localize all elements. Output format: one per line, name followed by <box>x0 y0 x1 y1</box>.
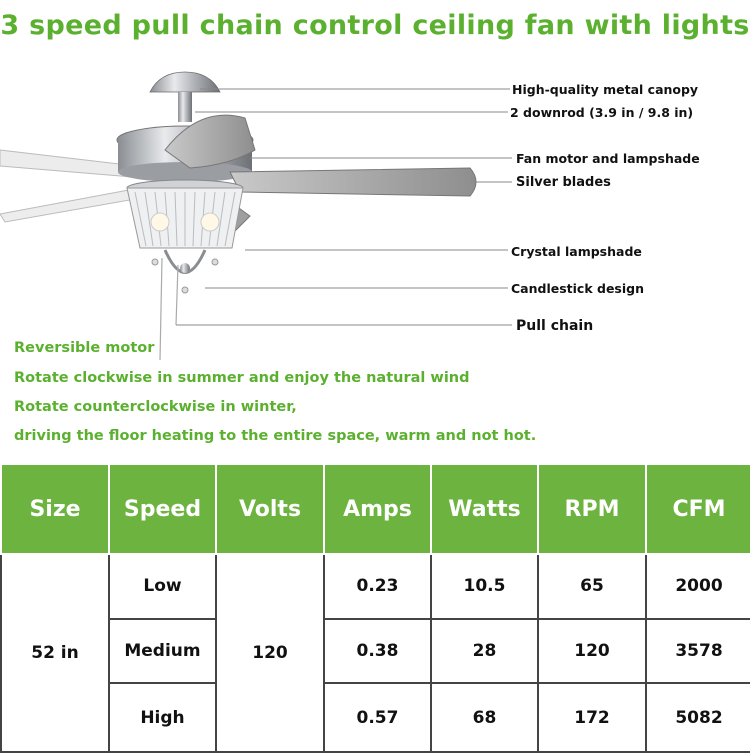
spec-table-header-row <box>1 464 750 554</box>
cfm-cell: 2000 <box>646 554 750 619</box>
callout-lampshade: Crystal lampshade <box>511 244 642 259</box>
spec-table <box>0 463 750 753</box>
callout-blades: Silver blades <box>516 175 611 190</box>
speed-cell: High <box>109 683 216 752</box>
header-amps: Amps <box>324 464 431 554</box>
rpm-cell: 65 <box>538 554 646 619</box>
size-cell: 52 in <box>1 554 109 752</box>
speed-cell: Medium <box>109 619 216 684</box>
table-row <box>1 683 750 752</box>
table-row <box>1 554 750 619</box>
callout-canopy: High-quality metal canopy <box>512 82 699 97</box>
callout-downrod: 2 downrod (3.9 in / 9.8 in) <box>510 105 694 120</box>
speed-cell: Low <box>109 554 216 619</box>
header-speed: Speed <box>109 464 216 554</box>
note-heating: driving the floor heating to the entire space, warm and not hot. <box>14 428 537 444</box>
callout-pull-chain: Pull chain <box>516 318 594 334</box>
watts-cell: 10.5 <box>431 554 538 619</box>
header-cfm: CFM <box>646 464 750 554</box>
volts-cell: 120 <box>216 554 324 752</box>
note-summer: Rotate clockwise in summer and enjoy the natural wind <box>14 370 470 386</box>
rpm-cell: 120 <box>538 619 646 684</box>
watts-cell: 68 <box>431 683 538 752</box>
header-volts: Volts <box>216 464 324 554</box>
ceiling-fan-illustration <box>0 60 520 360</box>
header-rpm: RPM <box>538 464 646 554</box>
note-winter: Rotate counterclockwise in winter, <box>14 399 297 415</box>
rpm-cell: 172 <box>538 683 646 752</box>
header-watts: Watts <box>431 464 538 554</box>
page-title: 3 speed pull chain control ceiling fan with lights <box>0 10 750 41</box>
amps-cell: 0.57 <box>324 683 431 752</box>
amps-cell: 0.23 <box>324 554 431 619</box>
callout-motor: Fan motor and lampshade <box>516 151 700 166</box>
amps-cell: 0.38 <box>324 619 431 684</box>
cfm-cell: 5082 <box>646 683 750 752</box>
note-reversible-motor: Reversible motor <box>14 340 155 356</box>
table-row <box>1 619 750 684</box>
watts-cell: 28 <box>431 619 538 684</box>
callout-candlestick: Candlestick design <box>511 281 644 296</box>
cfm-cell: 3578 <box>646 619 750 684</box>
header-size: Size <box>1 464 109 554</box>
